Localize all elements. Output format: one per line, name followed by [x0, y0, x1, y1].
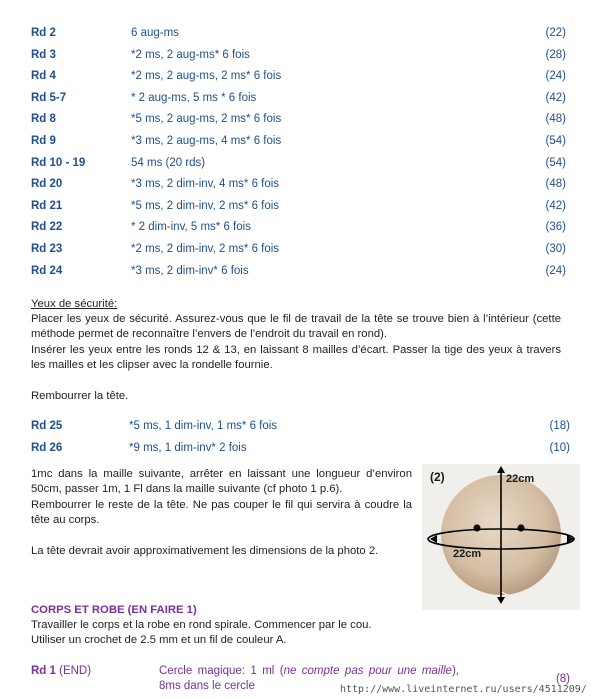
round-row	[0, 132, 598, 150]
body-rd1-count: (8)	[555, 673, 570, 685]
body-rd1-note: (END)	[59, 665, 92, 677]
round-instruction: *3 ms, 2 dim-inv* 6 fois	[131, 264, 249, 277]
finish-paragraph-1: 1mc dans la maille suivante, arrêter en laissant une longueur d’environ 50cm, passer 1m, 1 Fl dans la maille suivante (cf photo 1 p.6).	[31, 468, 412, 496]
round-label: Rd 10 - 19	[31, 156, 86, 169]
round-instruction: *2 ms, 2 dim-inv, 2 ms* 6 fois	[131, 243, 280, 255]
round-row	[0, 67, 598, 85]
body-rd1-inst-b: ), 8ms dans le cercle	[159, 665, 459, 692]
round-row	[0, 417, 598, 435]
round-label: Rd 22	[31, 221, 63, 234]
round-instruction: *3 ms, 2 dim-inv, 4 ms* 6 fois	[131, 178, 280, 191]
stitch-count: (28)	[545, 48, 566, 61]
round-label: Rd 2	[31, 27, 56, 39]
round-row	[0, 46, 598, 64]
body-rd1-inst-a: Cercle magique: 1 ml (	[159, 665, 284, 677]
stuff-head-text: Rembourrer la tête.	[31, 390, 129, 403]
round-instruction: 6 aug-ms	[131, 27, 179, 39]
round-instruction: * 2 dim-inv, 5 ms* 6 fois	[131, 221, 251, 234]
stitch-count: (10)	[549, 441, 570, 454]
round-row	[0, 89, 598, 107]
round-row	[0, 154, 598, 172]
stitch-count: (48)	[545, 113, 566, 126]
round-label: Rd 26	[31, 441, 63, 454]
round-row	[0, 24, 598, 42]
watermark-url: http://www.liveinternet.ru/users/4511209/	[340, 684, 587, 695]
body-paragraph-2: Utiliser un crochet de 2.5 mm et un fil de couleur A.	[31, 634, 287, 647]
stitch-count: (36)	[545, 221, 566, 234]
round-instruction: *5 ms, 1 dim-inv, 1 ms* 6 fois	[129, 420, 278, 432]
round-label: Rd 24	[31, 264, 63, 277]
finish-paragraph-3: La tête devrait avoir approximativement les dimensions de la photo 2.	[31, 544, 379, 557]
head-photo	[422, 464, 580, 610]
round-instruction: * 2 aug-ms, 5 ms * 6 fois	[131, 91, 257, 104]
round-label: Rd 25	[31, 420, 63, 432]
stitch-count: (18)	[549, 420, 570, 432]
eyes-paragraph-2: Insérer les yeux entre les ronds 12 & 13, en laissant 8 mailles d’écart. Passer la tige des yeux à travers les mailles et les clipser avec la rondelle fournie.	[31, 343, 561, 371]
stitch-count: (54)	[545, 135, 566, 147]
round-row	[0, 218, 598, 236]
body-rd1-inst-italic: ne compte pas pour une maille	[283, 665, 452, 677]
round-instruction: *2 ms, 2 aug-ms* 6 fois	[131, 48, 250, 61]
body-paragraph-1: Travailler le corps et la robe en rond spirale. Commencer par le cou.	[31, 619, 372, 632]
stitch-count: (42)	[545, 91, 566, 104]
round-instruction: *3 ms, 2 aug-ms, 4 ms* 6 fois	[131, 135, 282, 147]
round-row	[0, 197, 598, 215]
stitch-count: (24)	[545, 264, 566, 277]
round-label: Rd 8	[31, 113, 56, 126]
body-rd1-label: Rd 1	[31, 665, 56, 677]
body-title: CORPS ET ROBE (EN FAIRE 1)	[31, 604, 197, 616]
round-instruction: *5 ms, 2 dim-inv, 2 ms* 6 fois	[131, 199, 280, 212]
round-row	[0, 240, 598, 258]
finish-paragraph-2: Rembourrer le reste de la tête. Ne pas couper le fil qui servira à coudre la tête au corps.	[31, 498, 412, 527]
round-label: Rd 4	[31, 70, 56, 83]
stitch-count: (48)	[545, 178, 566, 191]
round-label: Rd 3	[31, 48, 56, 61]
head-photo-illustration	[422, 464, 580, 610]
round-label: Rd 5-7	[31, 91, 67, 104]
round-row	[0, 110, 598, 128]
photo-label: (2)	[430, 470, 445, 484]
right-eye	[517, 524, 524, 531]
body-section	[31, 603, 431, 649]
round-instruction: *5 ms, 2 aug-ms, 2 ms* 6 fois	[131, 113, 282, 126]
stitch-count: (22)	[545, 27, 566, 39]
stitch-count: (24)	[545, 70, 566, 83]
stitch-count: (30)	[545, 243, 566, 255]
round-label: Rd 20	[31, 178, 63, 191]
round-row	[0, 439, 598, 457]
round-instruction: 54 ms (20 rds)	[131, 156, 206, 169]
stitch-count: (42)	[545, 199, 566, 212]
round-label: Rd 9	[31, 135, 56, 147]
dimension-side: 22cm	[453, 548, 482, 560]
dimension-top: 22cm	[506, 473, 535, 485]
round-row	[0, 262, 598, 280]
round-instruction: *9 ms, 1 dim-inv* 2 fois	[129, 441, 247, 454]
eyes-title: Yeux de sécurité:	[31, 298, 118, 310]
left-eye	[473, 524, 480, 531]
round-label: Rd 23	[31, 243, 63, 255]
round-instruction: *2 ms, 2 aug-ms, 2 ms* 6 fois	[131, 70, 282, 83]
eyes-section	[31, 297, 561, 404]
round-label: Rd 21	[31, 199, 63, 212]
stitch-count: (54)	[545, 156, 566, 169]
finish-section	[31, 467, 412, 559]
round-row	[0, 175, 598, 193]
eyes-paragraph-1: Placer les yeux de sécurité. Assurez-vous que le fil de travail de la tête se trouve bien à l’intérieur (cette méthode permet de reconnaître l’envers de l’endroit du travail en rond).	[31, 313, 561, 341]
body-rd1-wrap	[31, 664, 91, 679]
